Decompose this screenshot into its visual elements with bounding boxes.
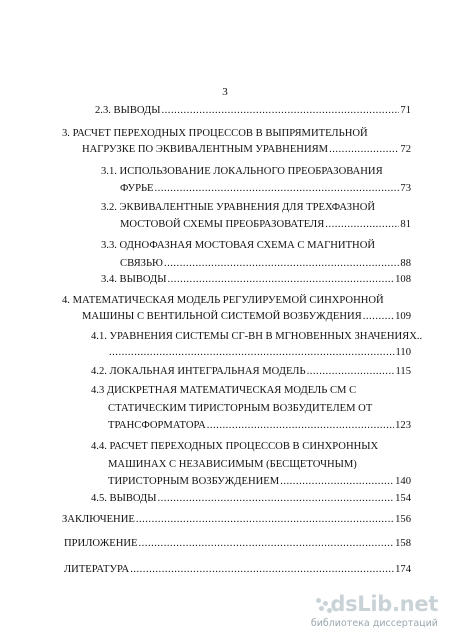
- toc-entry-page: 110: [395, 347, 411, 358]
- toc-entry-title: 4.2. ЛОКАЛЬНАЯ ИНТЕГРАЛЬНАЯ МОДЕЛЬ: [91, 366, 306, 377]
- toc-entry-title: НАГРУЗКЕ ПО ЭКВИВАЛЕНТНЫМ УРАВНЕНИЯМ: [82, 144, 329, 155]
- toc-entry-title: 3.1. ИСПОЛЬЗОВАНИЕ ЛОКАЛЬНОГО ПРЕОБРАЗОВАНИЯ: [101, 166, 383, 177]
- toc-entry: [108, 475, 411, 488]
- toc-entry: [108, 419, 411, 432]
- toc-entry-title: СТАТИЧЕСКИМ ТИРИСТОРНЫМ ВОЗБУДИТЕЛЕМ ОТ: [108, 403, 373, 414]
- toc-entry-title: МАШИНЫ С ВЕНТИЛЬНОЙ СИСТЕМОЙ ВОЗБУЖДЕНИЯ: [82, 311, 362, 322]
- toc-entry: [91, 365, 411, 378]
- toc-leader: [130, 563, 394, 576]
- toc-leader: [168, 273, 395, 286]
- toc-entry: [82, 143, 411, 156]
- toc-entry: [82, 310, 411, 323]
- toc-entry-title: 3.2. ЭКВИВАЛЕНТНЫЕ УРАВНЕНИЯ ДЛЯ ТРЕХФАЗНОЙ: [101, 202, 376, 213]
- toc-entry-page: 72: [400, 144, 411, 155]
- toc-entry-page: 115: [395, 366, 411, 377]
- watermark-logo: dsLib.net: [330, 592, 438, 616]
- toc-entry: [64, 563, 411, 576]
- toc-entry-title: 4.1. УРАВНЕНИЯ СИСТЕМЫ СГ-ВН В МГНОВЕННЫХ ЗНАЧЕНИЯХ..: [91, 331, 423, 342]
- toc-entry-page: 81: [400, 219, 411, 230]
- toc-leader: [207, 419, 394, 432]
- toc-entry-title: ПРИЛОЖЕНИЕ: [64, 538, 138, 549]
- toc-entry-page: 174: [395, 564, 411, 575]
- toc-entry-page: 156: [395, 514, 411, 525]
- toc-entry-title: МАШИНАХ С НЕЗАВИСИМЫМ (БЕСЩЕТОЧНЫМ): [108, 459, 357, 470]
- toc-leader: [139, 537, 395, 550]
- toc-entry-page: 108: [395, 274, 411, 285]
- toc-entry: [101, 273, 411, 286]
- toc-entry-title: ФУРЬЕ: [120, 183, 154, 194]
- toc-entry-page: 88: [400, 258, 411, 269]
- toc-entry-page: 140: [395, 476, 411, 487]
- toc-entry-title: МОСТОВОЙ СХЕМЫ ПРЕОБРАЗОВАТЕЛЯ: [120, 219, 325, 230]
- toc-entry-title: 4.3 ДИСКРЕТНАЯ МАТЕМАТИЧЕСКАЯ МОДЕЛЬ СМ С: [91, 385, 357, 396]
- toc-entry-title: 4.4. РАСЧЕТ ПЕРЕХОДНЫХ ПРОЦЕССОВ В СИНХРОННЫХ: [91, 441, 379, 452]
- toc-entry-title: СВЯЗЬЮ: [120, 258, 163, 269]
- toc-leader: [363, 310, 394, 323]
- toc-leader: [307, 365, 395, 378]
- toc-leader: [155, 182, 400, 195]
- toc-leader: [329, 143, 399, 156]
- toc-entry-title: 2.3. ВЫВОДЫ: [95, 105, 161, 116]
- toc-entry-title: ЗАКЛЮЧЕНИЕ: [62, 514, 135, 525]
- toc-entry-page: 109: [395, 311, 411, 322]
- toc-entry: [108, 346, 411, 359]
- toc-entry: [91, 492, 411, 505]
- toc-leader: [164, 257, 399, 270]
- toc-entry: [64, 537, 411, 550]
- toc-leader: [158, 492, 395, 505]
- toc-leader: [109, 346, 395, 359]
- toc-entry: [120, 218, 411, 231]
- toc-leader: [136, 513, 394, 526]
- toc-entry-title: 3.4. ВЫВОДЫ: [101, 274, 167, 285]
- toc-entry-title: 4. МАТЕМАТИЧЕСКАЯ МОДЕЛЬ РЕГУЛИРУЕМОЙ СИНХРОННОЙ: [62, 295, 384, 306]
- toc-entry-title: ТРАНСФОРМАТОРА: [108, 420, 206, 431]
- toc-leader: [280, 475, 394, 488]
- toc-entry: [95, 104, 411, 117]
- toc-entry-page: 73: [400, 183, 411, 194]
- toc-entry: [120, 257, 411, 270]
- toc-entry-title: 4.5. ВЫВОДЫ: [91, 493, 157, 504]
- toc-entry-page: 158: [395, 538, 411, 549]
- toc-entry-title: 3.3. ОДНОФАЗНАЯ МОСТОВАЯ СХЕМА С МАГНИТНОЙ: [101, 240, 376, 251]
- watermark: [308, 592, 438, 630]
- toc-entry-title: 3. РАСЧЕТ ПЕРЕХОДНЫХ ПРОЦЕССОВ В ВЫПРЯМИТЕЛЬНОЙ: [62, 128, 368, 139]
- toc-leader: [162, 104, 400, 117]
- toc-entry-page: 71: [400, 105, 411, 116]
- toc-leader: [325, 218, 399, 231]
- toc-entry-title: ЛИТЕРАТУРА: [64, 564, 130, 575]
- toc-entry: [120, 182, 411, 195]
- toc-entry-page: 154: [395, 493, 411, 504]
- page-number: 3: [222, 86, 228, 98]
- toc-entry: [62, 513, 411, 526]
- toc-entry-title: ТИРИСТОРНЫМ ВОЗБУЖДЕНИЕМ: [108, 476, 280, 487]
- watermark-tagline: библиотека диссертаций: [310, 618, 438, 629]
- toc-entry-page: 123: [395, 420, 411, 431]
